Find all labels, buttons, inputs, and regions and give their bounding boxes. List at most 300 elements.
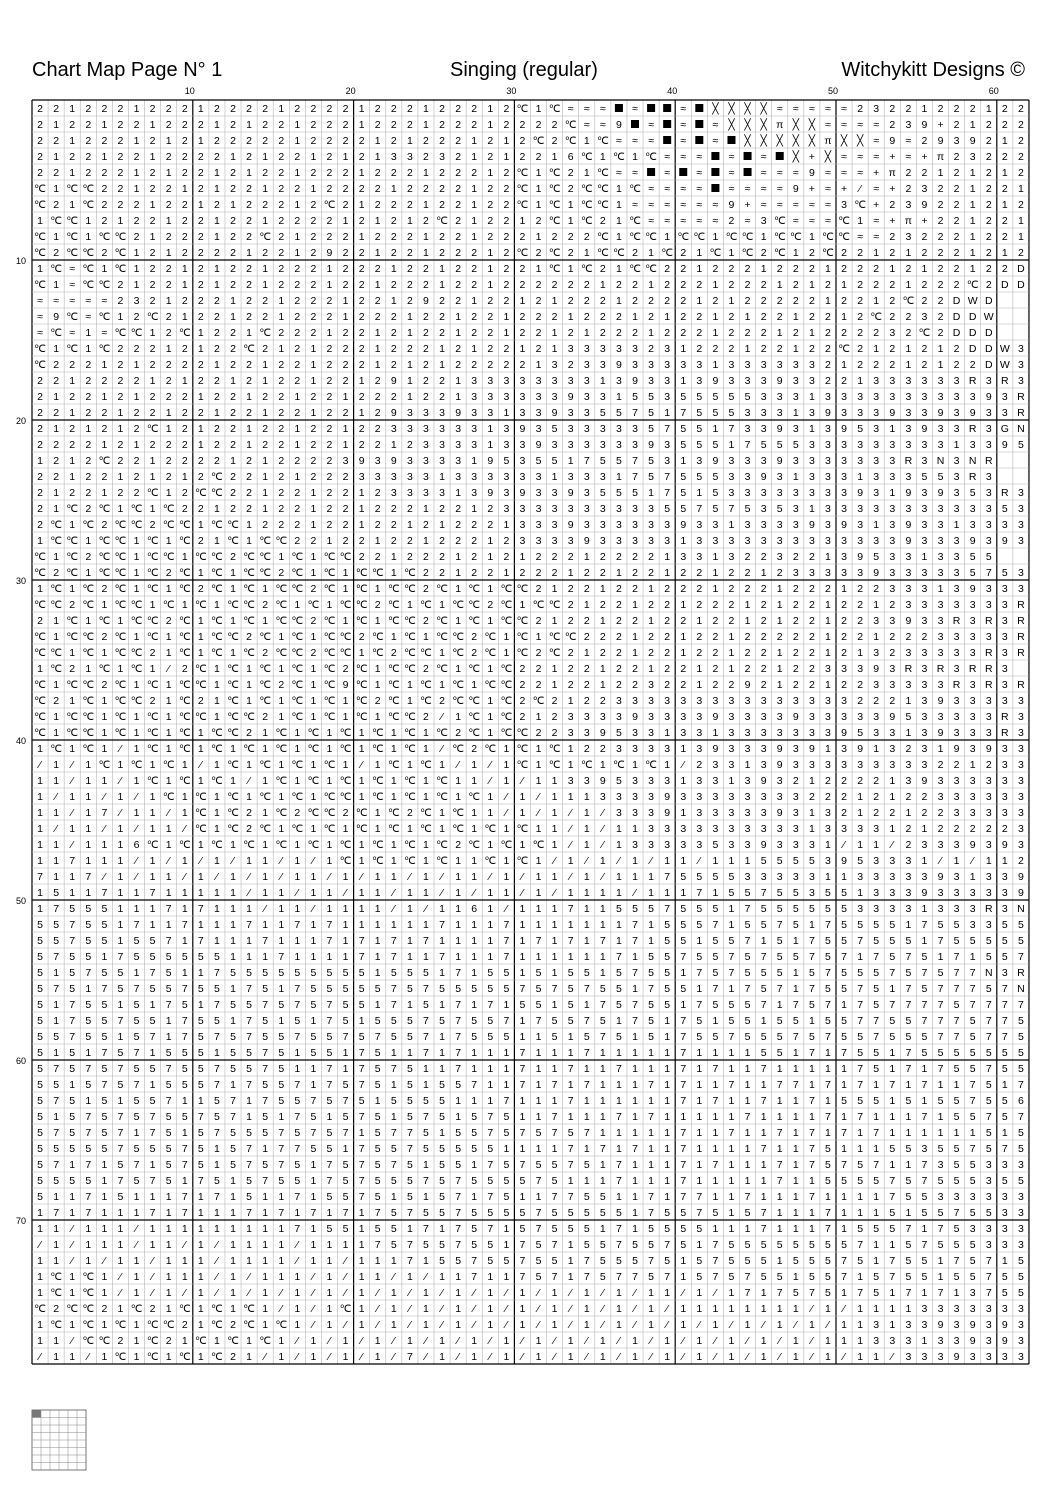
cell-symbol: ℃	[517, 823, 529, 835]
cell-symbol: ⁄	[422, 903, 429, 915]
cell-symbol: 1	[922, 903, 928, 915]
cell-symbol: ℃	[227, 711, 239, 723]
cell-symbol: 5	[246, 999, 252, 1011]
cell-symbol: 3	[439, 439, 445, 451]
cell-symbol: 5	[809, 1239, 815, 1251]
cell-symbol: 1	[53, 839, 59, 851]
cell-symbol: 7	[118, 1111, 124, 1123]
cell-symbol: 5	[262, 1127, 268, 1139]
cell-symbol: 5	[53, 1031, 59, 1043]
cell-symbol: 1	[825, 1191, 831, 1203]
cell-symbol: ⁄	[390, 887, 397, 899]
cell-symbol: +	[889, 215, 895, 227]
cell-symbol: 5	[471, 1143, 477, 1155]
cell-symbol: 2	[230, 551, 236, 563]
cell-symbol: 1	[487, 103, 493, 115]
cell-symbol: 1	[294, 775, 300, 787]
cell-symbol: 3	[905, 647, 911, 659]
cell-symbol: 2	[536, 247, 542, 259]
cell-symbol: 5	[182, 951, 188, 963]
cell-symbol: 2	[729, 679, 735, 691]
cell-symbol: 5	[954, 1175, 960, 1187]
cell-symbol: 3	[841, 391, 847, 403]
cell-symbol: 1	[294, 199, 300, 211]
cell-symbol: 2	[310, 439, 316, 451]
cell-symbol: 1	[1002, 199, 1008, 211]
cell-symbol: 1	[391, 791, 397, 803]
cell-symbol: 2	[262, 135, 268, 147]
cell-symbol: 9	[712, 455, 718, 467]
cell-symbol: 2	[53, 407, 59, 419]
cell-symbol: 2	[761, 599, 767, 611]
cell-symbol: 7	[922, 1111, 928, 1123]
cell-symbol: 5	[680, 983, 686, 995]
cell-symbol: ℃	[484, 647, 496, 659]
cell-symbol: ℃	[259, 567, 271, 579]
cell-symbol: 2	[423, 711, 429, 723]
cell-symbol: 3	[938, 375, 944, 387]
cell-symbol: 1	[680, 1255, 686, 1267]
cell-symbol: 1	[600, 1047, 606, 1059]
cell-symbol: 7	[696, 887, 702, 899]
cell-symbol: ℃	[243, 1319, 255, 1331]
cell-symbol: 3	[632, 791, 638, 803]
cell-symbol: 2	[230, 183, 236, 195]
cell-symbol: 1	[262, 215, 268, 227]
cell-symbol: ⁄	[760, 1319, 767, 1331]
cell-symbol: ℃	[742, 231, 754, 243]
cell-symbol: 5	[359, 967, 365, 979]
cell-symbol: 9	[761, 471, 767, 483]
cell-symbol: 1	[745, 1143, 751, 1155]
cell-symbol: 5	[391, 1207, 397, 1219]
cell-symbol: ℃	[82, 1319, 94, 1331]
cell-symbol: 5	[922, 1047, 928, 1059]
cell-symbol: 7	[632, 999, 638, 1011]
cell-symbol: 3	[584, 391, 590, 403]
cell-symbol: 1	[873, 743, 879, 755]
cell-symbol: 5	[745, 1255, 751, 1267]
cell-symbol: 3	[745, 535, 751, 547]
cell-symbol: 5	[262, 967, 268, 979]
cell-symbol: 3	[873, 535, 879, 547]
cell-symbol: 1	[777, 1319, 783, 1331]
cell-symbol: 3	[407, 151, 413, 163]
cell-symbol: 5	[954, 1239, 960, 1251]
cell-symbol: 5	[552, 1175, 558, 1187]
cell-symbol: 1	[905, 1207, 911, 1219]
cell-symbol: 2	[278, 567, 284, 579]
cell-symbol: 9	[809, 519, 815, 531]
cell-symbol: ≈	[680, 199, 686, 211]
cell-symbol: 7	[857, 935, 863, 947]
cell-symbol: 1	[632, 1335, 638, 1347]
cell-symbol: 5	[343, 1159, 349, 1171]
cell-symbol: ≈	[761, 151, 767, 163]
cell-symbol: 7	[134, 1079, 140, 1091]
cell-symbol: 2	[1002, 231, 1008, 243]
cell-symbol: ℃	[131, 503, 143, 515]
cell-symbol: 1	[809, 823, 815, 835]
cell-symbol: 3	[986, 375, 992, 387]
cell-symbol: ⁄	[840, 1303, 847, 1315]
cell-symbol: 5	[970, 1031, 976, 1043]
cell-symbol: 3	[487, 375, 493, 387]
cell-symbol: 3	[1018, 1239, 1024, 1251]
cell-symbol: 1	[616, 1287, 622, 1299]
cell-symbol: 2	[327, 407, 333, 419]
cell-symbol: 2	[310, 311, 316, 323]
cell-symbol: 2	[696, 311, 702, 323]
cell-symbol: 2	[568, 551, 574, 563]
cell-symbol: ⁄	[519, 887, 526, 899]
cell-symbol: 7	[809, 1191, 815, 1203]
cell-symbol: 5	[1018, 919, 1024, 931]
cell-symbol: 2	[986, 119, 992, 131]
cell-symbol: 1	[455, 935, 461, 947]
cell-symbol: 7	[986, 1063, 992, 1075]
cell-symbol: 3	[938, 791, 944, 803]
cell-symbol: 2	[407, 119, 413, 131]
cell-symbol: ℃	[838, 343, 850, 355]
cell-symbol: 1	[520, 215, 526, 227]
cell-symbol: 1	[471, 135, 477, 147]
cell-symbol: 1	[375, 999, 381, 1011]
cell-symbol: 7	[696, 1207, 702, 1219]
cell-symbol: 2	[439, 119, 445, 131]
cell-symbol: ≈	[825, 103, 831, 115]
cell-symbol: 2	[471, 359, 477, 371]
cell-symbol: ℃	[275, 599, 287, 611]
cell-symbol: 5	[278, 1095, 284, 1107]
cell-symbol: 5	[375, 1047, 381, 1059]
cell-symbol: 9	[857, 743, 863, 755]
cell-symbol: 1	[520, 1031, 526, 1043]
cell-symbol: 5	[1018, 1015, 1024, 1027]
cell-symbol: 1	[214, 663, 220, 675]
cell-symbol: 5	[471, 1207, 477, 1219]
cell-symbol: 1	[166, 407, 172, 419]
cell-symbol: 1	[857, 1319, 863, 1331]
cell-symbol: 1	[53, 967, 59, 979]
cell-symbol: 2	[1002, 103, 1008, 115]
cell-symbol: 1	[568, 919, 574, 931]
cell-symbol: 5	[680, 935, 686, 947]
cell-symbol: 1	[246, 535, 252, 547]
cell-symbol: ℃	[372, 839, 384, 851]
cell-symbol: 7	[118, 1143, 124, 1155]
cell-symbol: 3	[777, 487, 783, 499]
cell-symbol: 1	[471, 967, 477, 979]
cell-symbol: 2	[246, 151, 252, 163]
cell-symbol: 3	[841, 567, 847, 579]
cell-symbol: 2	[407, 167, 413, 179]
cell-symbol: 1	[310, 567, 316, 579]
cell-symbol: ℃	[243, 343, 255, 355]
cell-symbol: 1	[407, 759, 413, 771]
cell-symbol: 2	[825, 279, 831, 291]
cell-symbol: 2	[664, 279, 670, 291]
cell-symbol: 1	[520, 839, 526, 851]
cell-symbol: 1	[922, 855, 928, 867]
cell-symbol: 2	[101, 167, 107, 179]
cell-symbol: 3	[648, 519, 654, 531]
cell-symbol: ℃	[838, 231, 850, 243]
cell-symbol: D	[953, 295, 961, 307]
cell-symbol: ℃	[468, 839, 480, 851]
cell-symbol: 1	[471, 455, 477, 467]
cell-symbol: 5	[568, 1223, 574, 1235]
cell-symbol: ℃	[308, 807, 320, 819]
cell-symbol: 1	[487, 279, 493, 291]
cell-symbol: 1	[198, 1191, 204, 1203]
cell-symbol: 7	[53, 1207, 59, 1219]
cell-symbol: 2	[648, 599, 654, 611]
cell-symbol: 5	[471, 1111, 477, 1123]
cell-symbol: 7	[423, 1047, 429, 1059]
cell-symbol: 1	[391, 1079, 397, 1091]
cell-symbol: ℃	[420, 759, 432, 771]
cell-symbol: 1	[793, 935, 799, 947]
cell-symbol: 1	[118, 1207, 124, 1219]
cell-symbol: 5	[118, 1047, 124, 1059]
cell-symbol: 2	[214, 135, 220, 147]
cell-symbol: 2	[343, 199, 349, 211]
cell-symbol: N	[1017, 983, 1025, 995]
cell-symbol: 2	[262, 167, 268, 179]
cell-symbol: 1	[809, 1015, 815, 1027]
cell-symbol: 1	[745, 759, 751, 771]
cell-symbol: 1	[471, 199, 477, 211]
cell-symbol: 1	[230, 935, 236, 947]
cell-symbol: 1	[214, 919, 220, 931]
cell-symbol: 2	[648, 551, 654, 563]
cell-symbol: ℃	[645, 759, 657, 771]
cell-symbol: 1	[214, 119, 220, 131]
cell-symbol: R	[1001, 727, 1009, 739]
cell-symbol: 5	[970, 1015, 976, 1027]
cell-symbol: 2	[407, 247, 413, 259]
cell-symbol: 2	[712, 647, 718, 659]
cell-symbol: 2	[471, 551, 477, 563]
cell-symbol: 7	[101, 807, 107, 819]
cell-symbol: 1	[198, 1207, 204, 1219]
cell-symbol: ≈	[761, 167, 767, 179]
cell-symbol: 2	[118, 359, 124, 371]
cell-symbol: 1	[198, 439, 204, 451]
cell-symbol: 5	[905, 1191, 911, 1203]
cell-symbol: 1	[745, 1047, 751, 1059]
cell-symbol: 7	[391, 983, 397, 995]
cell-symbol: 5	[198, 1143, 204, 1155]
cell-symbol: 1	[85, 231, 91, 243]
cell-symbol: 5	[439, 1111, 445, 1123]
cell-symbol: 2	[536, 215, 542, 227]
cell-symbol: ℃	[291, 695, 303, 707]
cell-symbol: 1	[85, 983, 91, 995]
cell-symbol: 1	[536, 103, 542, 115]
cell-symbol: 1	[439, 519, 445, 531]
cell-symbol: ℃	[324, 791, 336, 803]
cell-symbol: 1	[166, 679, 172, 691]
cell-symbol: 7	[680, 1095, 686, 1107]
cell-symbol: 2	[503, 295, 509, 307]
cell-symbol: 2	[1018, 855, 1024, 867]
cell-symbol: 7	[632, 455, 638, 467]
cell-symbol: 2	[278, 679, 284, 691]
cell-symbol: 9	[905, 519, 911, 531]
cell-symbol: 1	[793, 967, 799, 979]
cell-symbol: 3	[761, 519, 767, 531]
cell-symbol: 5	[118, 1079, 124, 1091]
cell-symbol: 5	[729, 935, 735, 947]
cell-symbol: 1	[359, 855, 365, 867]
cell-symbol: 1	[841, 1079, 847, 1091]
cell-symbol: 1	[729, 1111, 735, 1123]
cell-symbol: 3	[873, 855, 879, 867]
cell-symbol: 2	[53, 103, 59, 115]
cell-symbol: 1	[696, 295, 702, 307]
cell-symbol: 1	[696, 1111, 702, 1123]
cell-symbol: 3	[793, 871, 799, 883]
cell-symbol: ⁄	[438, 871, 445, 883]
cell-symbol: ⁄	[68, 1223, 75, 1235]
cell-symbol: 5	[729, 391, 735, 403]
cell-symbol: 2	[616, 679, 622, 691]
cell-symbol: ≈	[85, 311, 91, 323]
cell-symbol: 5	[101, 919, 107, 931]
cell-symbol: 5	[487, 967, 493, 979]
cell-symbol: 9	[616, 359, 622, 371]
cell-symbol: 2	[568, 231, 574, 243]
cell-symbol: 2	[182, 103, 188, 115]
cell-symbol: 7	[455, 1015, 461, 1027]
cell-symbol: 5	[1018, 935, 1024, 947]
cell-symbol: ℃	[82, 583, 94, 595]
cell-symbol: ℃	[549, 631, 561, 643]
cell-symbol: 2	[101, 407, 107, 419]
cell-symbol: ℃	[452, 823, 464, 835]
cell-symbol: 2	[954, 823, 960, 835]
cell-symbol: 3	[954, 471, 960, 483]
cell-symbol: ℃	[131, 663, 143, 675]
cell-symbol: 3	[680, 823, 686, 835]
cell-symbol: 3	[729, 551, 735, 563]
cell-symbol: 2	[761, 615, 767, 627]
cell-symbol: 3	[922, 663, 928, 675]
cell-symbol: 7	[761, 1063, 767, 1075]
cell-symbol: 3	[841, 407, 847, 419]
cell-symbol: 1	[825, 1063, 831, 1075]
cell-symbol: ⁄	[502, 903, 509, 915]
cell-symbol: 1	[632, 855, 638, 867]
cell-symbol: 5	[986, 551, 992, 563]
cell-symbol: 2	[520, 263, 526, 275]
cell-symbol: 2	[53, 375, 59, 387]
cell-symbol: 3	[1002, 1223, 1008, 1235]
cell-symbol: 1	[536, 167, 542, 179]
cell-symbol: 5	[954, 935, 960, 947]
cell-symbol: 2	[278, 375, 284, 387]
cell-symbol: 1	[536, 903, 542, 915]
cell-symbol: 3	[696, 375, 702, 387]
cell-symbol: 5	[101, 1095, 107, 1107]
cell-symbol: 3	[793, 759, 799, 771]
cell-symbol: 5	[1002, 1095, 1008, 1107]
cell-symbol: 2	[407, 439, 413, 451]
cell-symbol: 3	[889, 871, 895, 883]
cell-symbol: 3	[889, 519, 895, 531]
cell-symbol: 5	[85, 1015, 91, 1027]
cell-symbol: 1	[166, 695, 172, 707]
cell-symbol: 5	[150, 983, 156, 995]
cell-symbol: 1	[777, 1191, 783, 1203]
cell-symbol: 5	[664, 967, 670, 979]
cell-symbol: ℃	[597, 199, 609, 211]
cell-symbol: 1	[825, 647, 831, 659]
cell-symbol: 1	[552, 663, 558, 675]
cell-symbol: 3	[552, 375, 558, 387]
cell-symbol: 7	[150, 1031, 156, 1043]
cell-symbol: 3	[664, 775, 670, 787]
cell-symbol: 2	[278, 391, 284, 403]
cell-symbol: 7	[922, 1239, 928, 1251]
cell-symbol: 1	[536, 1111, 542, 1123]
cell-symbol: 3	[970, 503, 976, 515]
cell-symbol: 1	[53, 711, 59, 723]
cell-symbol: 5	[954, 1271, 960, 1283]
cell-symbol: ℃	[243, 711, 255, 723]
cell-symbol: 1	[166, 823, 172, 835]
cell-symbol: ℃	[388, 759, 400, 771]
cell-symbol: 3	[761, 375, 767, 387]
cell-symbol: 1	[262, 455, 268, 467]
cell-symbol: 5	[793, 1255, 799, 1267]
cell-symbol: 3	[471, 439, 477, 451]
cell-symbol: 1	[536, 263, 542, 275]
cell-symbol: 3	[873, 471, 879, 483]
cell-symbol: ℃	[436, 663, 448, 675]
cell-symbol: 3	[745, 359, 751, 371]
cell-symbol: 2	[150, 407, 156, 419]
cell-symbol: 7	[938, 935, 944, 947]
cell-symbol: 1	[294, 471, 300, 483]
cell-symbol: 1	[439, 935, 445, 947]
cell-symbol: 5	[938, 967, 944, 979]
filled-square-symbol	[647, 168, 655, 176]
cell-symbol: 1	[118, 423, 124, 435]
cell-symbol: 9	[600, 727, 606, 739]
cell-symbol: 1	[214, 215, 220, 227]
cell-symbol: 1	[664, 1063, 670, 1075]
cell-symbol: 7	[986, 999, 992, 1011]
cell-symbol: 3	[745, 791, 751, 803]
cell-symbol: 1	[584, 903, 590, 915]
cell-symbol: ℃	[211, 727, 223, 739]
cell-symbol: 2	[310, 391, 316, 403]
cell-symbol: 7	[118, 1015, 124, 1027]
cell-symbol: ≈	[713, 135, 719, 147]
cell-symbol: 1	[905, 1303, 911, 1315]
cell-symbol: 1	[230, 455, 236, 467]
cell-symbol: 1	[310, 1063, 316, 1075]
cell-symbol: 3	[986, 439, 992, 451]
cell-symbol: 1	[455, 1271, 461, 1283]
cell-symbol: 3	[938, 775, 944, 787]
cell-symbol: 1	[568, 455, 574, 467]
cell-symbol: 1	[230, 1015, 236, 1027]
cell-symbol: 7	[825, 1223, 831, 1235]
